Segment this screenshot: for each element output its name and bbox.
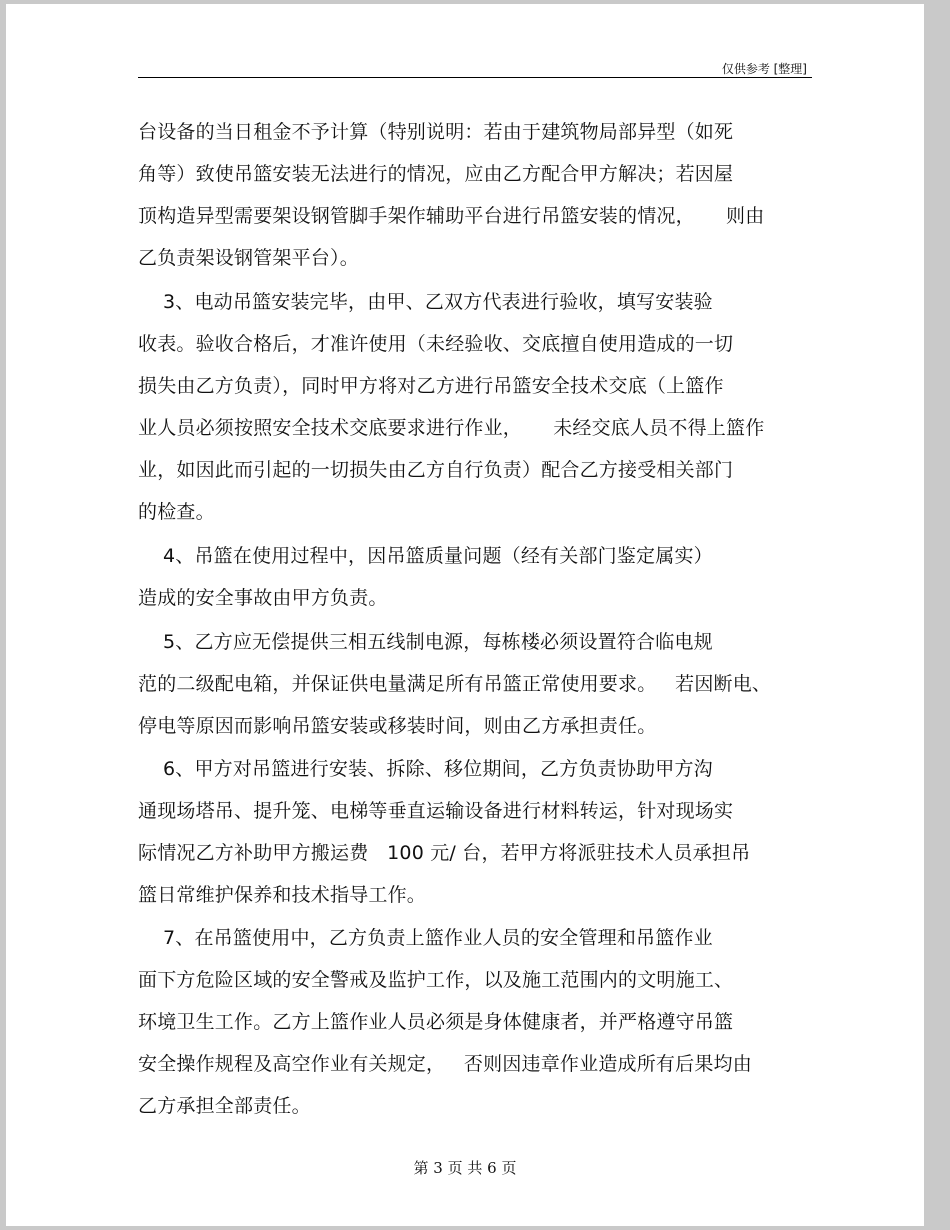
- document-page: [6, 4, 924, 1226]
- body-line: 范的二级配电箱，并保证供电量满足所有吊篮正常使用要求。 若因断电、: [138, 673, 772, 695]
- body-line: 业，如因此而引起的一切损失由乙方自行负责）配合乙方接受相关部门: [138, 459, 734, 481]
- body-line: 环境卫生工作。乙方上篮作业人员必须是身体健康者，并严格遵守吊篮: [138, 1011, 734, 1033]
- body-line: 角等）致使吊篮安装无法进行的情况，应由乙方配合甲方解决；若因屋: [138, 163, 734, 185]
- body-line: 通现场塔吊、提升笼、电梯等垂直运输设备进行材料转运，针对现场实: [138, 800, 734, 822]
- body-line: 篮日常维护保养和技术指导工作。: [138, 884, 427, 906]
- header-note: 仅供参考 [整理]: [721, 62, 807, 76]
- body-line: 业人员必须按照安全技术交底要求进行作业， 未经交底人员不得上篮作: [138, 417, 765, 439]
- body-line: 顶构造异型需要架设钢管脚手架作辅助平台进行吊篮安装的情况， 则由: [138, 205, 765, 227]
- body-line: 的检查。: [138, 501, 215, 523]
- body-line: 收表。验收合格后，才准许使用（未经验收、交底擅自使用造成的一切: [138, 333, 734, 355]
- page-header: [138, 56, 813, 76]
- page-number-footer: 第 3 页 共 6 页: [413, 1159, 517, 1177]
- body-line: 乙负责架设钢管架平台）。: [138, 247, 359, 269]
- body-line: 3、电动吊篮安装完毕，由甲、乙双方代表进行验收，填写安装验: [138, 291, 713, 313]
- body-line: 停电等原因而影响吊篮安装或移装时间，则由乙方承担责任。: [138, 715, 657, 737]
- header-rule: [138, 77, 812, 78]
- body-line: 安全操作规程及高空作业有关规定， 否则因违章作业造成所有后果均由: [138, 1053, 752, 1075]
- body-line: 损失由乙方负责），同时甲方将对乙方进行吊篮安全技术交底（上篮作: [138, 375, 724, 397]
- body-line: 面下方危险区域的安全警戒及监护工作，以及施工范围内的文明施工、: [138, 969, 734, 991]
- body-line: 台设备的当日租金不予计算（特别说明：若由于建筑物局部异型（如死: [138, 121, 734, 143]
- body-line: 际情况乙方补助甲方搬运费 100 元/ 台，若甲方将派驻技术人员承担吊: [138, 842, 751, 864]
- body-line: 6、甲方对吊篮进行安装、拆除、移位期间，乙方负责协助甲方沟: [138, 758, 713, 780]
- body-line: 4、吊篮在使用过程中，因吊篮质量问题（经有关部门鉴定属实）: [138, 545, 713, 567]
- body-line: 5、乙方应无偿提供三相五线制电源，每栋楼必须设置符合临电规: [138, 631, 713, 653]
- body-line: 乙方承担全部责任。: [138, 1095, 311, 1117]
- body-line: 7、在吊篮使用中，乙方负责上篮作业人员的安全管理和吊篮作业: [138, 927, 713, 949]
- body-line: 造成的安全事故由甲方负责。: [138, 587, 388, 609]
